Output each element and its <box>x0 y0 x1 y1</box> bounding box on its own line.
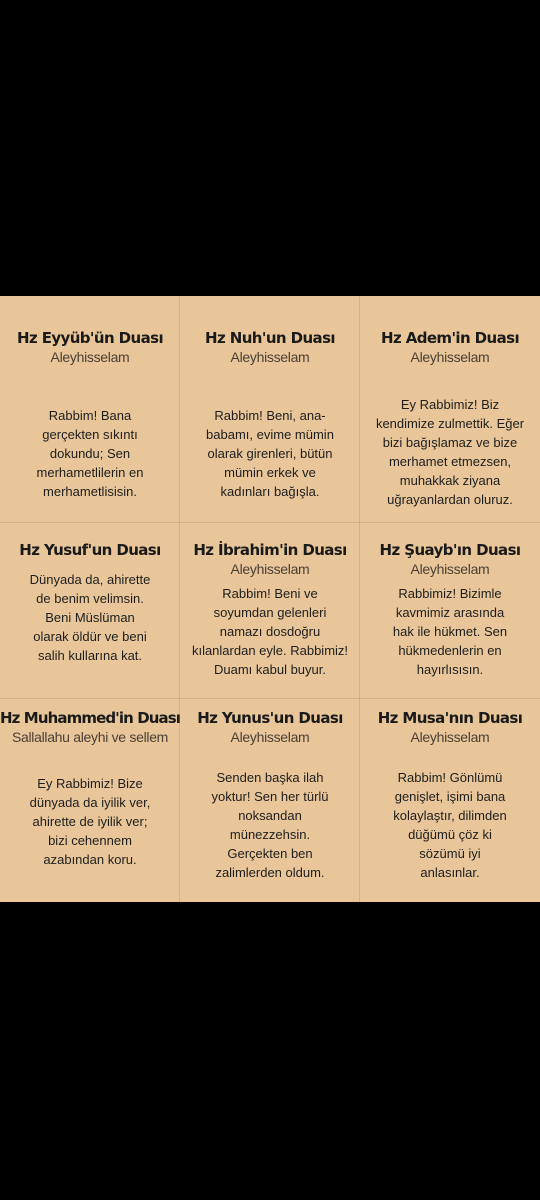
dua-text: Rabbim! Gönlümü genişlet, işimi bana kolaylaştır, dilimden düğümü çöz ki sözümü iyi anlasınlar. <box>393 770 507 880</box>
dua-cell-musa <box>360 708 540 882</box>
dua-text: Rabbim! Beni ve soyumdan gelenleri namazı dosdoğru kılanlardan eyle. Rabbimiz! Duamı kabul buyur. <box>191 586 349 677</box>
dua-subtitle: Sallallahu aleyhi ve sellem <box>11 729 169 745</box>
grid-divider <box>0 522 540 523</box>
dua-cell-yunus <box>180 708 360 882</box>
dua-text: Ey Rabbimiz! Biz kendimize zulmettik. Eğer bizi bağışlamaz ve bize merhamet etmezsen, muhakkak ziyana uğrayanlardan oluruz. <box>375 397 525 507</box>
dua-subtitle: Aleyhisselam <box>410 729 490 745</box>
dua-text: Rabbim! Bana gerçekten sıkıntı dokundu; Sen merhametlilerin en merhametlisisin. <box>36 408 144 499</box>
dua-title: Hz Musa'nın Duası <box>377 709 523 727</box>
dua-text: Rabbimiz! Bizimle kavmimiz arasında hak ile hükmet. Sen hükmedenlerin en hayırlısısın. <box>392 586 508 677</box>
dua-text: Rabbim! Beni, ana- babamı, evime mümin olarak girenleri, bütün mümin erkek ve kadınları bağışla. <box>206 408 334 499</box>
dua-cell-nuh <box>180 328 360 501</box>
dua-card <box>0 296 540 902</box>
dua-subtitle: Aleyhisselam <box>410 561 490 577</box>
dua-cell-muhammed <box>0 708 180 869</box>
dua-cell-ibrahim <box>180 540 360 679</box>
dua-subtitle: Aleyhisselam <box>410 349 490 365</box>
dua-text: Ey Rabbimiz! Bize dünyada da iyilik ver, ahirette de iyilik ver; bizi cehennem azabından koru. <box>29 776 151 867</box>
dua-cell-suayb <box>360 540 540 679</box>
dua-title: Hz Adem'in Duası <box>380 329 519 347</box>
dua-subtitle: Aleyhisselam <box>50 349 130 365</box>
dua-cell-yusuf <box>0 540 180 665</box>
dua-text: Senden başka ilah yoktur! Sen her türlü noksandan münezzehsin. Gerçekten ben zalimlerden oldum. <box>211 770 329 880</box>
dua-text: Dünyada da, ahirette de benim velimsin. Beni Müslüman olarak öldür ve beni salih kullarına kat. <box>29 572 151 663</box>
dua-title: Hz İbrahim'in Duası <box>193 541 347 559</box>
dua-title: Hz Şuayb'ın Duası <box>379 541 521 559</box>
dua-title: Hz Muhammed'in Duası <box>0 709 181 727</box>
dua-subtitle: Aleyhisselam <box>230 349 310 365</box>
dua-cell-eyyub <box>0 328 180 501</box>
dua-title: Hz Nuh'un Duası <box>205 329 335 347</box>
dua-cell-adem <box>360 328 540 509</box>
dua-title: Hz Eyyüb'ün Duası <box>16 329 164 347</box>
dua-title: Hz Yusuf'un Duası <box>19 541 161 559</box>
dua-title: Hz Yunus'un Duası <box>197 709 343 727</box>
dua-subtitle: Aleyhisselam <box>230 561 310 577</box>
dua-subtitle: Aleyhisselam <box>230 729 310 745</box>
grid-divider <box>0 698 540 699</box>
